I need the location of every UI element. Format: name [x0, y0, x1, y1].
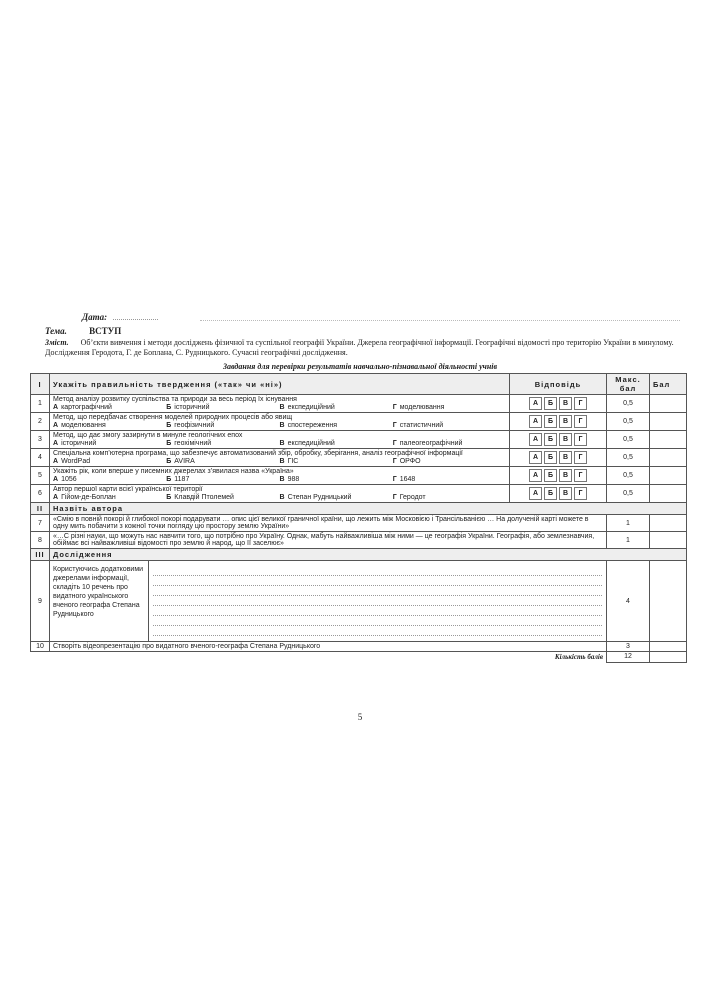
table-row [31, 431, 687, 449]
row-num: 6 [31, 485, 50, 503]
max-score: 0,5 [607, 395, 650, 413]
option-letter: А [53, 440, 59, 447]
topic-line [45, 326, 121, 336]
row-num: 2 [31, 413, 50, 431]
section-num: III [31, 549, 50, 561]
answer-choice-box[interactable]: В [559, 469, 572, 482]
option-text: історичний [174, 404, 210, 411]
option-text: моделювання [61, 422, 106, 429]
question-cell [50, 485, 510, 503]
quote-text: «…С різні науки, що можуть нас навчити того, що потрібно про Україну. Однак, мабуть найважливіша між ними — це географія України. Географія, або землезнавчия, обіймає всі найважливіші відомості про землю й народ, що її заселює» [50, 532, 607, 549]
option-text: картографічний [61, 404, 112, 411]
row-num: 10 [31, 642, 50, 652]
option [280, 476, 393, 483]
content-paragraph [45, 338, 675, 358]
option-text: ГІС [287, 458, 299, 465]
table-row [31, 485, 687, 503]
answer-cell [510, 485, 607, 503]
answer-choices [529, 415, 587, 428]
section-title: Назвіть автора [50, 503, 687, 515]
table-row [31, 395, 687, 413]
answer-choice-box[interactable]: А [529, 487, 542, 500]
option [280, 440, 393, 447]
score-cell[interactable] [650, 485, 687, 503]
option [166, 440, 279, 447]
option [393, 494, 506, 501]
option [53, 404, 166, 411]
option-letter: А [53, 494, 59, 501]
section-header-2 [31, 503, 687, 515]
max-score: 0,5 [607, 485, 650, 503]
table-row [31, 467, 687, 485]
total-label: Кількість балів [554, 653, 603, 661]
answer-choice-box[interactable]: Г [574, 451, 587, 464]
score-cell[interactable] [650, 561, 687, 642]
section-title: Дослідження [50, 549, 687, 561]
option [393, 404, 506, 411]
question-cell [50, 449, 510, 467]
page-number: 5 [357, 712, 363, 722]
content-label: Зміст. [45, 338, 69, 347]
date-label: Дата: [82, 312, 108, 322]
answer-choices [529, 451, 587, 464]
option-text: Клавдій Птолемей [174, 494, 234, 501]
tasks-table [30, 373, 687, 663]
table-row [31, 413, 687, 431]
option [166, 458, 279, 465]
question-cell [50, 467, 510, 485]
options [53, 458, 506, 465]
option-text: палеогеографічний [399, 440, 463, 447]
max-score: 1 [607, 515, 650, 532]
max-score: 0,5 [607, 449, 650, 467]
score-cell[interactable] [650, 413, 687, 431]
option [166, 404, 279, 411]
date-blank [113, 319, 158, 320]
max-score: 1 [607, 532, 650, 549]
answer-choice-box[interactable]: Б [544, 433, 557, 446]
answer-choices [529, 397, 587, 410]
option [393, 458, 506, 465]
option [280, 458, 393, 465]
option [393, 422, 506, 429]
option-text: статистичний [399, 422, 444, 429]
score-cell[interactable] [650, 395, 687, 413]
row-num: 1 [31, 395, 50, 413]
option [393, 476, 506, 483]
row-num: 9 [31, 561, 50, 642]
option-text: 1187 [174, 476, 190, 483]
answer-choice-box[interactable]: А [529, 415, 542, 428]
option-letter: В [279, 422, 285, 429]
option-text: геофізичний [174, 422, 215, 429]
option-text: AVIRA [174, 458, 195, 465]
option [53, 458, 166, 465]
answer-cell [510, 449, 607, 467]
option-letter: Б [166, 476, 172, 483]
answer-choice-box[interactable]: Б [544, 469, 557, 482]
option [166, 422, 279, 429]
table-row [31, 561, 687, 642]
option-letter: Г [392, 494, 397, 501]
score-cell[interactable] [650, 467, 687, 485]
answer-cell [510, 431, 607, 449]
section-header-3 [31, 549, 687, 561]
option-text: 1056 [61, 476, 77, 483]
answer-choice-box[interactable]: Б [544, 487, 557, 500]
option-text: WordPad [61, 458, 91, 465]
answer-choice-box[interactable]: В [559, 433, 572, 446]
option-text: 988 [287, 476, 300, 483]
answer-header: Відповідь [510, 374, 607, 395]
row-num: 8 [31, 532, 50, 549]
option [53, 476, 166, 483]
content-text: Об’єкти вивчення і методи досліджень фізичної та суспільної географії України. Джерела географічної інформації. Географічні відомості про територію України в минулому. Дослідження Геродота, Г. де Боплана, С. Рудницького. Сучасні географічні дослідження. [45, 338, 674, 357]
answer-choice-box[interactable]: Г [574, 487, 587, 500]
score-cell[interactable] [650, 642, 687, 652]
option [53, 494, 166, 501]
section-header-1 [31, 374, 687, 395]
option-text: Степан Рудницький [287, 494, 352, 501]
option [166, 494, 279, 501]
option-letter: Б [166, 404, 172, 411]
option [53, 422, 166, 429]
question-text: Укажіть рік, коли вперше у писемних джерелах з’явилася назва «Україна» [53, 468, 294, 475]
question-text: Автор першої карти всієї української території [53, 486, 203, 493]
row-num: 7 [31, 515, 50, 532]
option [393, 440, 506, 447]
question-text: Метод, що передбачає створення моделей природних процесів або явищ [53, 414, 293, 421]
row-num: 3 [31, 431, 50, 449]
answer-choices [529, 487, 587, 500]
option-letter: В [279, 476, 285, 483]
answer-lines[interactable] [149, 561, 606, 641]
option-text: історичний [61, 440, 97, 447]
name-blank [200, 320, 680, 321]
options [53, 494, 506, 501]
table-row [31, 449, 687, 467]
answer-choice-box[interactable]: А [529, 433, 542, 446]
option-letter: А [53, 422, 59, 429]
question-cell [50, 395, 510, 413]
answer-choice-box[interactable]: Б [544, 415, 557, 428]
table-row [31, 532, 687, 549]
score-cell[interactable] [650, 532, 687, 549]
score-cell[interactable] [650, 431, 687, 449]
option [166, 476, 279, 483]
option-text: експедиційний [287, 440, 335, 447]
answer-choice-box[interactable]: В [559, 487, 572, 500]
option-text: ОРФО [399, 458, 421, 465]
option-letter: Г [392, 422, 397, 429]
options [53, 476, 506, 483]
options [53, 440, 506, 447]
question-text: Спеціальна комп’ютерна програма, що забезпечує автоматизований збір, обробку, зберігання, аналіз географічної інформації [53, 450, 463, 457]
answer-choice-box[interactable]: Г [574, 433, 587, 446]
option-letter: А [53, 476, 59, 483]
row-num: 5 [31, 467, 50, 485]
row-num: 4 [31, 449, 50, 467]
total-value: 12 [607, 652, 650, 663]
answer-choices [529, 469, 587, 482]
answer-cell [510, 413, 607, 431]
score-cell[interactable] [650, 515, 687, 532]
answer-choice-box[interactable]: Г [574, 415, 587, 428]
option-text: Геродот [399, 494, 426, 501]
option [53, 440, 166, 447]
option-letter: В [279, 458, 285, 465]
task-text: Створіть відеопрезентацію про видатного вченого-географа Степана Рудницького [50, 642, 607, 652]
answer-choice-box[interactable]: В [559, 451, 572, 464]
option-letter: А [53, 404, 59, 411]
option [280, 422, 393, 429]
option-letter: Г [392, 476, 397, 483]
answer-choice-box[interactable]: А [529, 451, 542, 464]
option-letter: Б [166, 458, 172, 465]
question-text: Метод аналізу розвитку суспільства та природи за весь період їх існування [53, 396, 297, 403]
answer-choice-box[interactable]: Г [574, 469, 587, 482]
option-letter: А [53, 458, 59, 465]
answer-choice-box[interactable]: Б [544, 397, 557, 410]
tasks-subtitle: Завдання для перевірки результатів навчально-пізнавальної діяльності учнів [222, 362, 498, 371]
research-cell [50, 561, 607, 642]
max-score: 3 [607, 642, 650, 652]
max-header: Макс. бал [607, 374, 650, 395]
section-title: Укажіть правильність твердження («так» чи «ні») [50, 374, 510, 395]
answer-choice-box[interactable]: А [529, 397, 542, 410]
answer-choices [529, 433, 587, 446]
options [53, 422, 506, 429]
section-num: II [31, 503, 50, 515]
research-question: Користуючись додатковими джерелами інформації, складіть 10 речень про видатного українського вченого географа Степана Рудницького [50, 561, 149, 641]
quote-text: «Смію в повній покорі й глибокої покорі подарувати … опис цієї великої граничної країни, що лежить між Московією і Трансільванією … На долученій карті можете в одну мить побачити з кожної точки погляду цю простору землю України» [50, 515, 607, 532]
answer-cell [510, 395, 607, 413]
score-header: Бал [650, 374, 687, 395]
option-letter: В [279, 440, 285, 447]
question-text: Метод, що дає змогу зазирнути в минуле геологічних епох [53, 432, 243, 439]
option [280, 404, 393, 411]
option-letter: Г [392, 404, 397, 411]
option-letter: В [279, 404, 285, 411]
max-score: 0,5 [607, 467, 650, 485]
max-score: 0,5 [607, 413, 650, 431]
topic-value: ВСТУП [89, 326, 122, 336]
option-letter: В [279, 494, 285, 501]
question-cell [50, 431, 510, 449]
answer-choice-box[interactable]: А [529, 469, 542, 482]
question-cell [50, 413, 510, 431]
option-text: геохімічний [174, 440, 212, 447]
section-num: I [31, 374, 50, 395]
score-cell[interactable] [650, 449, 687, 467]
table-row [31, 515, 687, 532]
answer-choice-box[interactable]: В [559, 415, 572, 428]
max-score: 4 [607, 561, 650, 642]
total-score-cell[interactable] [650, 652, 687, 663]
option-text: спостереження [287, 422, 338, 429]
option-text: 1648 [399, 476, 416, 483]
topic-label: Тема. [45, 326, 67, 336]
option [280, 494, 393, 501]
option-letter: Б [166, 440, 172, 447]
date-field [82, 312, 158, 322]
answer-choice-box[interactable]: Г [574, 397, 587, 410]
table-row [31, 642, 687, 652]
options [53, 404, 506, 411]
answer-choice-box[interactable]: Б [544, 451, 557, 464]
option-text: Гійом-де-Боплан [61, 494, 116, 501]
option-text: експедиційний [287, 404, 335, 411]
option-letter: Г [392, 440, 397, 447]
max-score: 0,5 [607, 431, 650, 449]
answer-cell [510, 467, 607, 485]
option-text: моделювання [399, 404, 445, 411]
option-letter: Г [392, 458, 397, 465]
option-letter: Б [166, 422, 172, 429]
option-letter: Б [166, 494, 172, 501]
answer-choice-box[interactable]: В [559, 397, 572, 410]
total-row [31, 652, 687, 663]
